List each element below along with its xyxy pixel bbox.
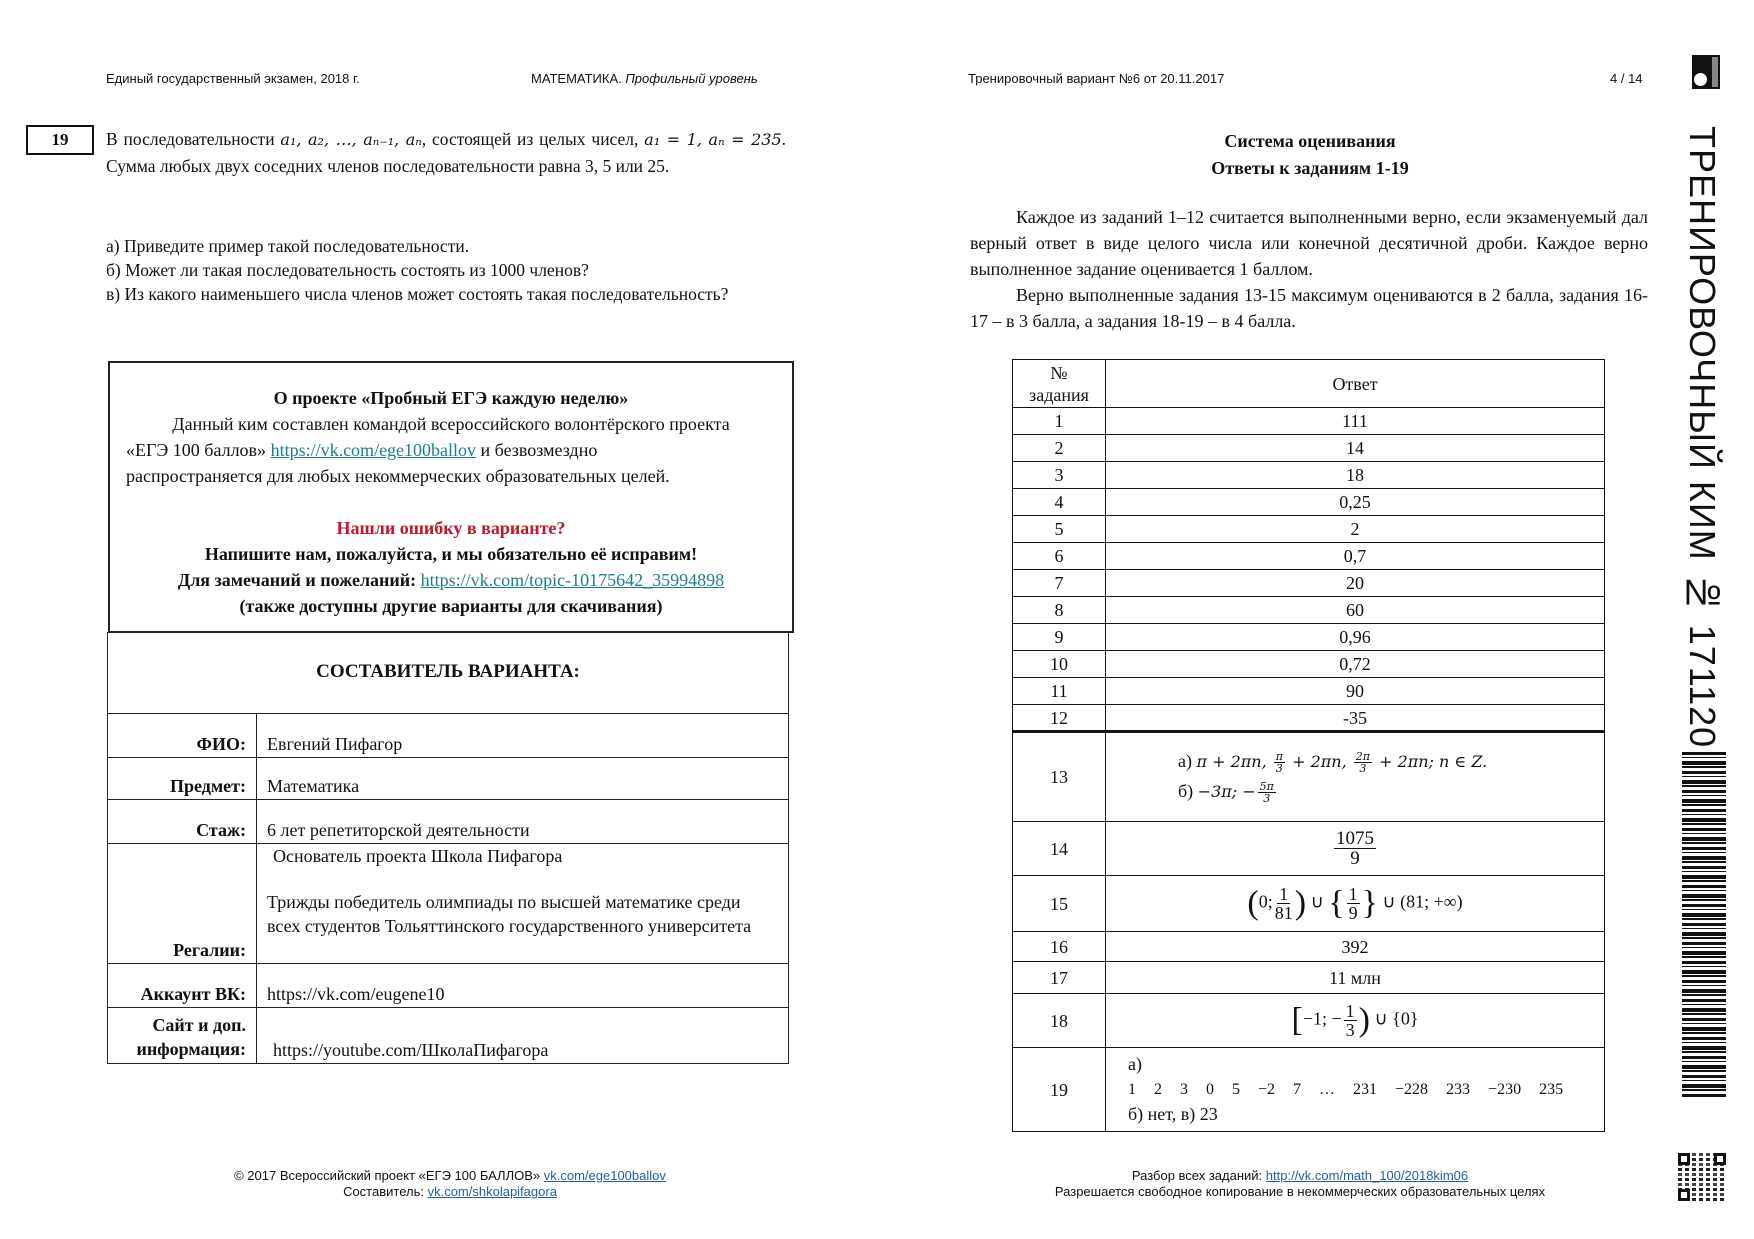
task-number-box: 19 <box>26 125 94 155</box>
regalia-line-1: Основатель проекта Школа Пифагора <box>273 846 563 866</box>
frac-den: 9 <box>1348 903 1358 923</box>
answer-number: 8 <box>1013 597 1106 624</box>
footer-left <box>150 1168 750 1200</box>
feedback-label: Для замечаний и пожеланий: <box>177 570 421 590</box>
frac-num: 1 <box>1348 884 1358 904</box>
compiler-value-name: Евгений Пифагор <box>257 714 789 758</box>
also-available: (также доступны другие варианты для скачивания) <box>239 596 663 616</box>
answer-number: 19 <box>1013 1048 1106 1132</box>
answer-value: -35 <box>1106 705 1605 732</box>
ege100ballov-link[interactable]: https://vk.com/ege100ballov <box>270 440 477 460</box>
r15-frac-1-9 <box>1347 885 1360 922</box>
answer-number: 14 <box>1013 822 1106 876</box>
compiler-value-vk: https://vk.com/eugene10 <box>257 964 789 1008</box>
answer-number: 4 <box>1013 489 1106 516</box>
footer-ege100-link[interactable]: vk.com/ege100ballov <box>543 1168 666 1183</box>
grading-subtitle: Ответы к заданиям 1-19 <box>1211 158 1409 178</box>
answer-value: 11 млн <box>1106 962 1605 994</box>
answer-value: 2 <box>1106 516 1605 543</box>
footer-compiler-label: Составитель: <box>343 1184 428 1199</box>
footer-copyright: © 2017 Всероссийский проект «ЕГЭ 100 БАЛЛОВ» <box>234 1168 544 1183</box>
r18-tail: ∪ {0} <box>1370 1008 1419 1029</box>
frac-den: 3 <box>1345 1020 1355 1040</box>
frac-num: 2π <box>1355 750 1370 763</box>
about-line-2-tail: и безвозмездно <box>476 440 598 460</box>
answer-value-19 <box>1106 1048 1605 1132</box>
answer-number: 2 <box>1013 435 1106 462</box>
compiler-label-vk: Аккаунт ВК: <box>108 964 257 1008</box>
answer-number: 1 <box>1013 408 1106 435</box>
answer-number: 5 <box>1013 516 1106 543</box>
task-statement <box>106 126 786 179</box>
compiler-value-experience: 6 лет репетиторской деятельности <box>257 800 789 844</box>
grading-rules <box>970 204 1648 334</box>
compiler-value-subject: Математика <box>257 758 789 800</box>
frac-den: 3 <box>1359 762 1367 775</box>
compiler-label-site <box>108 1008 257 1064</box>
grading-rule-2: Верно выполненные задания 13-15 максимум оцениваются в 2 балла, задания 16-17 – в 3 балла, а задания 18-19 – в 4 балла. <box>970 285 1648 331</box>
header-exam-title: Единый государственный экзамен, 2018 г. <box>106 71 360 86</box>
page-number: 4 / 14 <box>1610 71 1643 86</box>
answer-value: 111 <box>1106 408 1605 435</box>
answer-value-18: [−1; − $\frac{1}{3}$ ) ∪ {0} <box>1106 994 1605 1048</box>
r13-a-term3: + 2πn; n ∈ Z. <box>1373 751 1488 771</box>
r18-frac-1-3 <box>1344 1002 1357 1039</box>
about-line-1: Данный ким составлен командой всероссийского волонтёрского проекта <box>172 414 730 434</box>
frac-num: 1 <box>1345 1001 1355 1021</box>
r18-interval-start: −1; − <box>1302 1008 1342 1029</box>
question-c: в) Из какого наименьшего числа членов может состоять такая последовательность? <box>106 284 729 304</box>
compiler-table <box>107 632 789 1064</box>
r15-tail: ∪ (81; +∞) <box>1377 891 1463 912</box>
answers-table <box>1012 359 1605 1132</box>
frac-num: 1 <box>1279 884 1289 904</box>
feedback-line <box>110 567 792 593</box>
task-text-part: . Сумма любых двух соседних членов последовательности равна 3, 5 или 25. <box>106 129 786 176</box>
r15-union: ∪ <box>1306 891 1329 912</box>
compiler-label-experience: Стаж: <box>108 800 257 844</box>
regalia-line-2: Трижды победитель олимпиады по высшей математике среди всех студентов Тольяттинского государственного университета <box>267 892 752 936</box>
task-text-part: , состоящей из целых чисел, <box>421 129 645 149</box>
r19-b-c-answers: б) нет, в) 23 <box>1128 1104 1218 1124</box>
grading-heading <box>970 128 1650 182</box>
r13-a-term2: + 2πn, <box>1286 751 1352 771</box>
answer-number: 6 <box>1013 543 1106 570</box>
answer-number: 10 <box>1013 651 1106 678</box>
compiler-label-subject: Предмет: <box>108 758 257 800</box>
question-a: а) Приведите пример такой последовательности. <box>106 236 470 256</box>
r13-a-label: а) <box>1178 750 1197 771</box>
answer-value-14 <box>1106 822 1605 876</box>
answer-value: 20 <box>1106 570 1605 597</box>
about-project-box <box>108 361 794 633</box>
barcode-icon <box>1682 752 1726 1098</box>
error-title: Нашли ошибку в варианте? <box>336 518 566 538</box>
compiler-value-regalia <box>257 844 789 964</box>
header-variant: Тренировочный вариант №6 от 20.11.2017 <box>968 71 1225 86</box>
task-text-part: В последовательности <box>106 129 281 149</box>
answers-col-answer: Ответ <box>1106 360 1605 408</box>
compiler-label-name: ФИО: <box>108 714 257 758</box>
header-subject <box>531 71 758 86</box>
r13-a-term1: π + 2πn, <box>1196 751 1272 771</box>
frac-num: 5π <box>1259 780 1274 794</box>
logo-icon <box>1692 55 1720 89</box>
r13-frac-pi-3 <box>1274 751 1285 774</box>
r15-interval-start: 0; <box>1258 891 1273 912</box>
answer-number: 12 <box>1013 705 1106 732</box>
about-line-3: распространяется для любых некоммерческих образовательных целей. <box>126 466 670 486</box>
frac-num: 1075 <box>1336 828 1374 849</box>
header-subject-level: Профильный уровень <box>625 71 758 86</box>
answer-value: 14 <box>1106 435 1605 462</box>
answer-number: 15 <box>1013 876 1106 932</box>
about-line-2 <box>110 437 792 463</box>
answer-number: 11 <box>1013 678 1106 705</box>
grading-title: Система оценивания <box>1224 131 1396 151</box>
qr-code-icon <box>1678 1153 1726 1201</box>
answer-number: 13 <box>1013 732 1106 822</box>
site-label-1: Сайт и доп. <box>152 1015 246 1035</box>
answer-value: 0,25 <box>1106 489 1605 516</box>
answer-value: 90 <box>1106 678 1605 705</box>
r13-frac-5pi-3 <box>1258 781 1276 804</box>
compiler-value-site: https://youtube.com/ШколаПифагора <box>257 1008 789 1064</box>
footer-compiler-link[interactable]: vk.com/shkolapifagora <box>427 1184 557 1199</box>
header-subject-name: МАТЕМАТИКА. <box>531 71 622 86</box>
frac-den: 81 <box>1274 903 1293 923</box>
answer-value: 0,96 <box>1106 624 1605 651</box>
answer-value: 0,72 <box>1106 651 1605 678</box>
answer-number: 16 <box>1013 932 1106 962</box>
answer-number: 17 <box>1013 962 1106 994</box>
footer-analysis-label: Разбор всех заданий: <box>1131 1168 1266 1183</box>
frac-den: 3 <box>1263 792 1271 806</box>
answer-value-15: (0; $\frac{1}{81}$ ) ∪ { $\frac{1}{9}$ } ∪ (81; +∞) <box>1106 876 1605 932</box>
compiler-title: СОСТАВИТЕЛЬ ВАРИАНТА: <box>108 633 789 714</box>
task-sequence-formula: a₁, a₂, …, aₙ₋₁, aₙ <box>280 130 422 149</box>
answer-number: 9 <box>1013 624 1106 651</box>
task-questions <box>106 234 786 306</box>
r15-frac-1-81 <box>1275 885 1293 922</box>
task-condition-formula: a₁ = 1, aₙ = 235 <box>644 130 782 149</box>
answer-number: 18 <box>1013 994 1106 1048</box>
frac-den: 3 <box>1275 762 1283 775</box>
footer-right <box>1000 1168 1600 1200</box>
r13-frac-2pi-3 <box>1354 751 1372 774</box>
vertical-kim-title: ТРЕНИРОВОЧНЫЙ КИМ № 171120 <box>1682 126 1723 749</box>
r13-b-label: б) <box>1178 781 1198 801</box>
footer-analysis-link[interactable]: http://vk.com/math_100/2018kim06 <box>1265 1168 1469 1183</box>
answers-col-number <box>1013 360 1106 408</box>
r14-fraction <box>1334 829 1376 868</box>
answer-value: 0,7 <box>1106 543 1605 570</box>
answer-value-13 <box>1106 732 1605 822</box>
about-line-2-text: «ЕГЭ 100 баллов» <box>126 440 271 460</box>
about-title: О проекте «Пробный ЕГЭ каждую неделю» <box>273 388 629 408</box>
answer-number: 7 <box>1013 570 1106 597</box>
frac-num: π <box>1275 750 1283 763</box>
site-label-2: информация: <box>136 1039 246 1059</box>
r19-a-label: а) <box>1128 1054 1142 1074</box>
grading-rule-1: Каждое из заданий 1–12 считается выполненными верно, если экзаменуемый дал верный ответ в виде целого числа или конечной десятичной дроби. Каждое верно выполненное задание оценивается 1 баллом. <box>970 207 1648 279</box>
compiler-label-regalia: Регалии: <box>108 844 257 964</box>
frac-den: 9 <box>1350 848 1360 869</box>
feedback-link[interactable]: https://vk.com/topic-10175642_35994898 <box>420 570 725 590</box>
error-line: Напишите нам, пожалуйста, и мы обязательно её исправим! <box>204 544 698 564</box>
answer-number: 3 <box>1013 462 1106 489</box>
col-number-line-1: № <box>1050 362 1068 383</box>
answer-value: 18 <box>1106 462 1605 489</box>
answer-value: 60 <box>1106 597 1605 624</box>
footer-copy-notice: Разрешается свободное копирование в некоммерческих образовательных целях <box>1054 1184 1546 1199</box>
r13-b-term: −3π; − <box>1197 782 1256 801</box>
col-number-line-2: задания <box>1029 384 1089 405</box>
question-b: б) Может ли такая последовательность состоять из 1000 членов? <box>106 260 589 280</box>
answer-value: 392 <box>1106 932 1605 962</box>
r19-sequence: 1 2 3 0 5 −2 7 … 231 −228 233 −230 235 <box>1128 1081 1564 1098</box>
